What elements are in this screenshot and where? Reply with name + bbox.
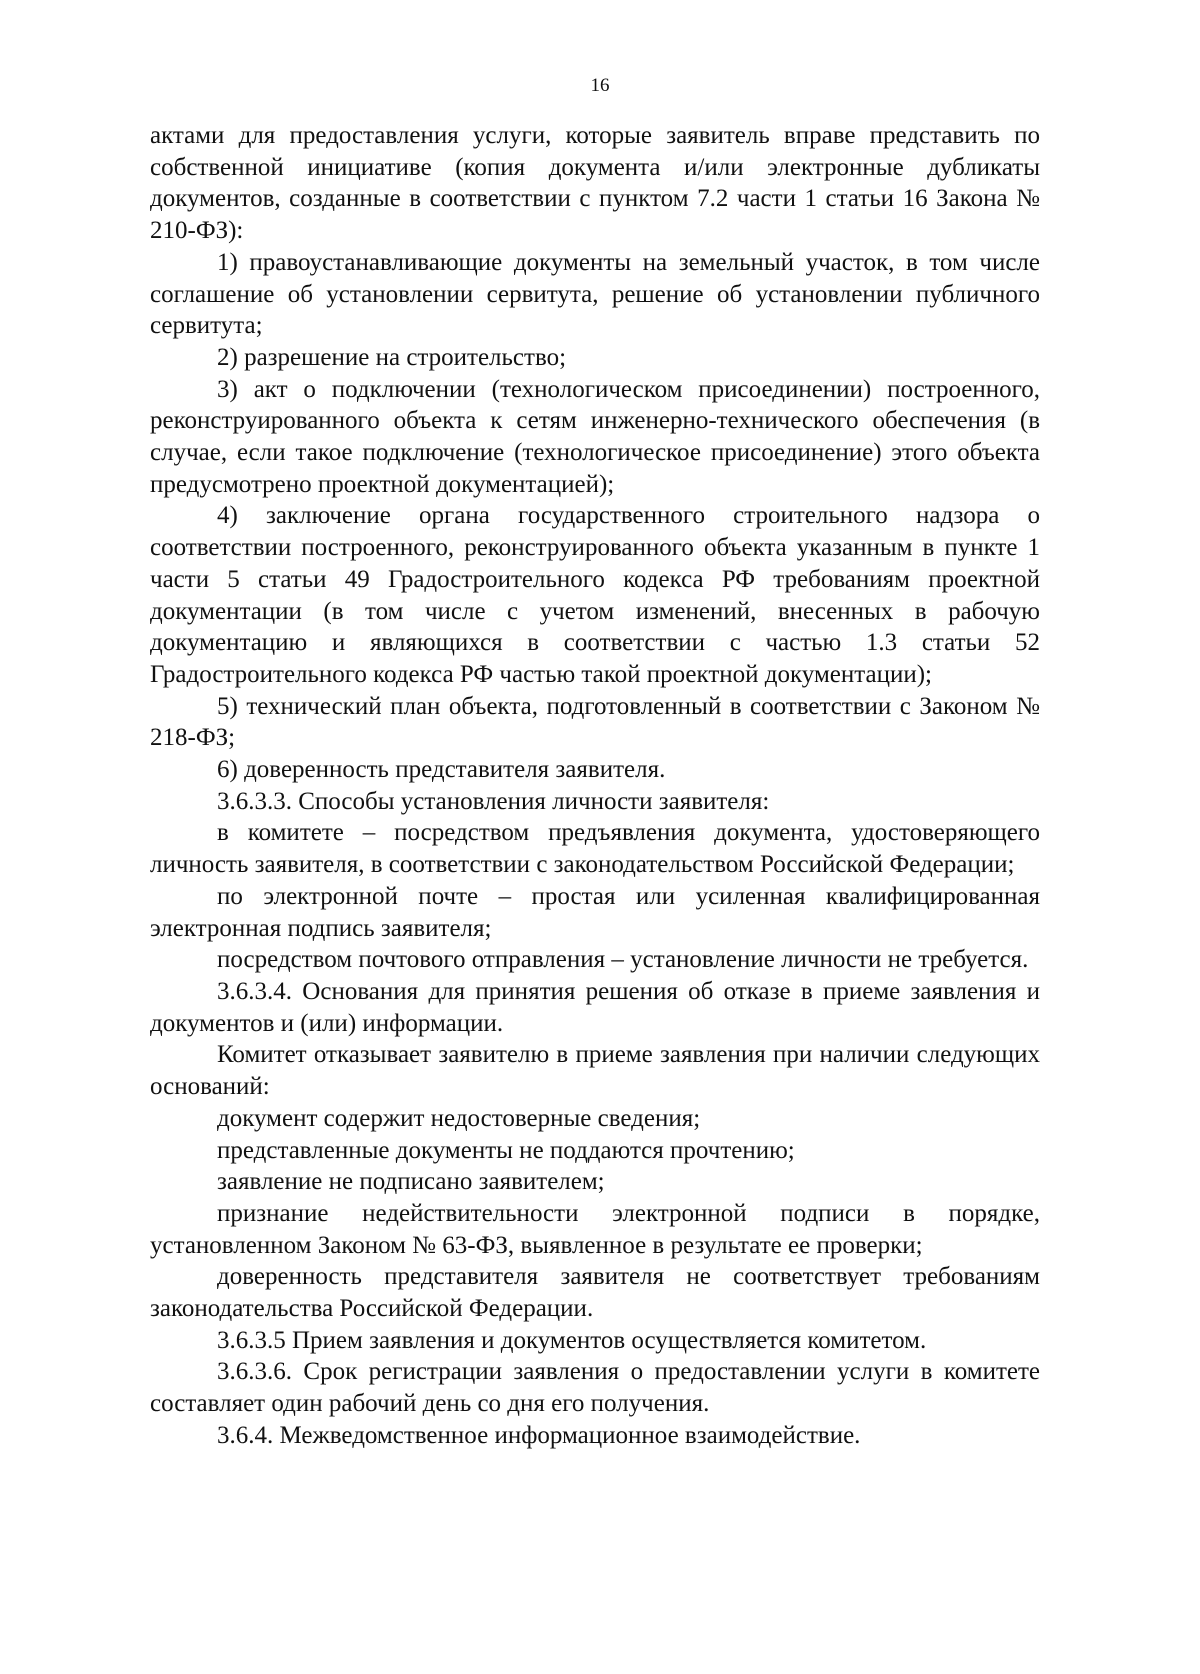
section-3-6-4: 3.6.4. Межведомственное информационное взаимодействие.	[217, 1421, 861, 1449]
refusal-ground-5: доверенность представителя заявителя не соответствует требованиям законодательства Российской Федерации.	[150, 1263, 1040, 1323]
identification-by-post: посредством почтового отправления – установление личности не требуется.	[217, 946, 1029, 974]
identification-by-email: по электронной почте – простая или усиленная квалифицированная электронная подпись заявителя;	[150, 882, 1040, 942]
refusal-ground-2: представленные документы не поддаются прочтению;	[217, 1136, 795, 1164]
list-item-3: 3) акт о подключении (технологическом присоединении) построенного, реконструированного объекта к сетям инженерно-технического обеспечения (в случае, если такое подключение (технологическое присоединение) этого объекта предусмотрено проектной документацией);	[150, 375, 1040, 498]
list-item-6: 6) доверенность представителя заявителя.	[217, 756, 666, 784]
refusal-ground-1: документ содержит недостоверные сведения;	[217, 1104, 701, 1132]
identification-in-committee: в комитете – посредством предъявления документа, удостоверяющего личность заявителя, в соответствии с законодательством Российской Федерации;	[150, 819, 1040, 879]
section-3-6-3-6: 3.6.3.6. Срок регистрации заявления о предоставлении услуги в комитете составляет один рабочий день со дня его получения.	[150, 1358, 1040, 1418]
list-item-2: 2) разрешение на строительство;	[217, 343, 567, 371]
section-3-6-3-3: 3.6.3.3. Способы установления личности заявителя:	[217, 787, 770, 815]
document-body	[150, 120, 1040, 1452]
list-item-4: 4) заключение органа государственного строительного надзора о соответствии построенного, реконструированного объекта указанным в пункте 1 части 5 статьи 49 Градостроительного кодекса РФ требованиям проектной документации (в том числе с учетом изменений, внесенных в рабочую документацию и являющихся в соответствии с частью 1.3 статьи 52 Градостроительного кодекса РФ частью такой проектной документации);	[150, 502, 1040, 688]
refusal-ground-3: заявление не подписано заявителем;	[217, 1168, 605, 1196]
paragraph-continuation: актами для предоставления услуги, которые заявитель вправе представить по собственной инициативе (копия документа и/или электронные дубликаты документов, созданные в соответствии с пунктом 7.2 части 1 статьи 16 Закона № 210-ФЗ):	[150, 122, 1040, 245]
page-number: 16	[590, 75, 610, 96]
list-item-5: 5) технический план объекта, подготовленный в соответствии с Законом № 218-ФЗ;	[150, 692, 1040, 752]
section-3-6-3-5: 3.6.3.5 Прием заявления и документов осуществляется комитетом.	[217, 1326, 927, 1354]
section-3-6-3-4: 3.6.3.4. Основания для принятия решения об отказе в приеме заявления и документов и (или) информации.	[150, 977, 1040, 1037]
list-item-1: 1) правоустанавливающие документы на земельный участок, в том числе соглашение об установлении сервитута, решение об установлении публичного сервитута;	[150, 248, 1040, 340]
refusal-ground-4: признание недействительности электронной подписи в порядке, установленном Законом № 63-ФЗ, выявленное в результате ее проверки;	[150, 1199, 1040, 1259]
refusal-intro: Комитет отказывает заявителю в приеме заявления при наличии следующих оснований:	[150, 1041, 1040, 1101]
